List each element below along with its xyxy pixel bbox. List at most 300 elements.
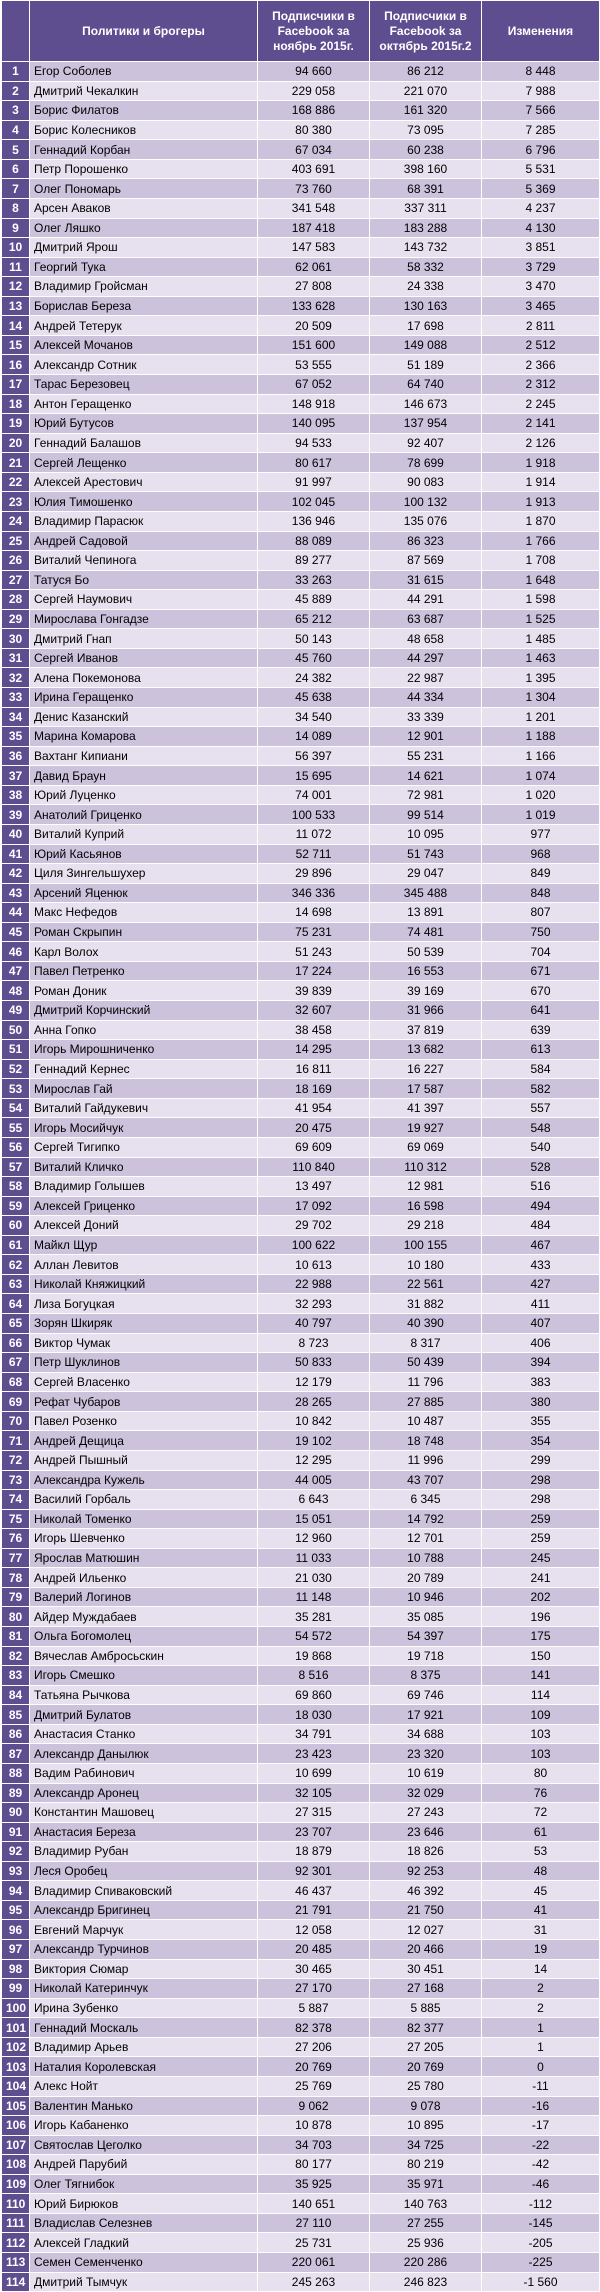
november-cell: 21 791 bbox=[258, 1900, 370, 1920]
november-cell: 17 092 bbox=[258, 1196, 370, 1216]
name-cell: Дмитрий Ярош bbox=[30, 238, 258, 258]
table-row bbox=[2, 2037, 600, 2057]
table-row bbox=[2, 648, 600, 668]
november-cell: 29 702 bbox=[258, 1216, 370, 1236]
name-cell: Александр Бригинец bbox=[30, 1900, 258, 1920]
october-cell: 110 312 bbox=[370, 1157, 482, 1177]
change-cell: 613 bbox=[482, 1040, 600, 1060]
name-cell: Николай Катеринчук bbox=[30, 1979, 258, 1999]
november-cell: 80 177 bbox=[258, 2155, 370, 2175]
october-cell: 11 796 bbox=[370, 1372, 482, 1392]
october-cell: 19 718 bbox=[370, 1646, 482, 1666]
rank-cell: 47 bbox=[2, 961, 30, 981]
rank-cell: 28 bbox=[2, 590, 30, 610]
october-cell: 50 439 bbox=[370, 1353, 482, 1373]
october-cell: 146 673 bbox=[370, 394, 482, 414]
name-cell: Алексей Гладкий bbox=[30, 2233, 258, 2253]
november-cell: 19 102 bbox=[258, 1431, 370, 1451]
october-cell: 35 971 bbox=[370, 2174, 482, 2194]
change-cell: 848 bbox=[482, 883, 600, 903]
october-cell: 8 375 bbox=[370, 1666, 482, 1686]
rank-cell: 77 bbox=[2, 1548, 30, 1568]
name-cell: Давид Браун bbox=[30, 766, 258, 786]
october-cell: 99 514 bbox=[370, 805, 482, 825]
october-cell: 32 029 bbox=[370, 1783, 482, 1803]
table-row bbox=[2, 1353, 600, 1373]
name-cell: Олег Пономарь bbox=[30, 179, 258, 199]
name-cell: Андрей Садовой bbox=[30, 531, 258, 551]
change-cell: 8 448 bbox=[482, 62, 600, 82]
november-cell: 23 707 bbox=[258, 1822, 370, 1842]
name-cell: Борис Колесников bbox=[30, 120, 258, 140]
rank-cell: 76 bbox=[2, 1529, 30, 1549]
october-cell: 48 658 bbox=[370, 629, 482, 649]
name-cell: Андрей Пышный bbox=[30, 1450, 258, 1470]
rank-cell: 71 bbox=[2, 1431, 30, 1451]
rank-cell: 9 bbox=[2, 218, 30, 238]
name-cell: Владимир Спиваковский bbox=[30, 1881, 258, 1901]
table-row bbox=[2, 1392, 600, 1412]
october-cell: 27 168 bbox=[370, 1979, 482, 1999]
table-row bbox=[2, 1470, 600, 1490]
change-cell: 80 bbox=[482, 1763, 600, 1783]
october-cell: 14 792 bbox=[370, 1509, 482, 1529]
november-cell: 10 699 bbox=[258, 1763, 370, 1783]
table-row bbox=[2, 1216, 600, 1236]
october-cell: 17 921 bbox=[370, 1705, 482, 1725]
table-row bbox=[2, 707, 600, 727]
name-cell: Мирослав Гай bbox=[30, 1079, 258, 1099]
change-cell: 2 512 bbox=[482, 335, 600, 355]
change-cell: 2 bbox=[482, 1998, 600, 2018]
rank-cell: 25 bbox=[2, 531, 30, 551]
change-cell: 1 485 bbox=[482, 629, 600, 649]
rank-cell: 49 bbox=[2, 1001, 30, 1021]
rank-cell: 64 bbox=[2, 1294, 30, 1314]
table-row bbox=[2, 1001, 600, 1021]
november-cell: 187 418 bbox=[258, 218, 370, 238]
name-cell: Владимир Парасюк bbox=[30, 511, 258, 531]
rank-cell: 93 bbox=[2, 1861, 30, 1881]
rank-cell: 11 bbox=[2, 257, 30, 277]
november-cell: 67 052 bbox=[258, 375, 370, 395]
table-row bbox=[2, 727, 600, 747]
change-cell: 175 bbox=[482, 1627, 600, 1647]
october-cell: 73 095 bbox=[370, 120, 482, 140]
october-cell: 69 746 bbox=[370, 1685, 482, 1705]
name-cell: Виктория Сюмар bbox=[30, 1959, 258, 1979]
rank-cell: 109 bbox=[2, 2174, 30, 2194]
november-cell: 29 896 bbox=[258, 864, 370, 884]
change-cell: 407 bbox=[482, 1314, 600, 1334]
name-cell: Семен Семенченко bbox=[30, 2253, 258, 2273]
october-cell: 51 189 bbox=[370, 355, 482, 375]
october-cell: 35 085 bbox=[370, 1607, 482, 1627]
name-cell: Владимир Гройсман bbox=[30, 277, 258, 297]
name-cell: Рефат Чубаров bbox=[30, 1392, 258, 1412]
rank-cell: 60 bbox=[2, 1216, 30, 1236]
rank-cell: 2 bbox=[2, 81, 30, 101]
rank-cell: 112 bbox=[2, 2233, 30, 2253]
october-cell: 10 095 bbox=[370, 824, 482, 844]
october-cell: 337 311 bbox=[370, 198, 482, 218]
rank-cell: 43 bbox=[2, 883, 30, 903]
rank-cell: 63 bbox=[2, 1274, 30, 1294]
change-cell: 1 463 bbox=[482, 648, 600, 668]
name-cell: Юрий Бирюков bbox=[30, 2194, 258, 2214]
change-cell: 516 bbox=[482, 1177, 600, 1197]
name-cell: Арсений Яценюк bbox=[30, 883, 258, 903]
change-cell: 1 020 bbox=[482, 785, 600, 805]
name-cell: Макс Нефедов bbox=[30, 903, 258, 923]
table-row bbox=[2, 257, 600, 277]
rank-cell: 61 bbox=[2, 1235, 30, 1255]
name-cell: Наталия Королевская bbox=[30, 2057, 258, 2077]
change-cell: 548 bbox=[482, 1118, 600, 1138]
change-cell: 48 bbox=[482, 1861, 600, 1881]
october-cell: 33 339 bbox=[370, 707, 482, 727]
change-cell: -225 bbox=[482, 2253, 600, 2273]
november-cell: 24 382 bbox=[258, 668, 370, 688]
change-cell: -205 bbox=[482, 2233, 600, 2253]
november-cell: 88 089 bbox=[258, 531, 370, 551]
name-cell: Марина Комарова bbox=[30, 727, 258, 747]
name-cell: Геннадий Корбан bbox=[30, 140, 258, 160]
name-cell: Егор Соболев bbox=[30, 62, 258, 82]
change-cell: 1 395 bbox=[482, 668, 600, 688]
change-cell: 2 312 bbox=[482, 375, 600, 395]
october-cell: 16 227 bbox=[370, 1059, 482, 1079]
name-cell: Владимир Арьев bbox=[30, 2037, 258, 2057]
october-cell: 86 212 bbox=[370, 62, 482, 82]
rank-cell: 81 bbox=[2, 1627, 30, 1647]
name-cell: Александр Аронец bbox=[30, 1783, 258, 1803]
table-row bbox=[2, 1646, 600, 1666]
rank-cell: 104 bbox=[2, 2076, 30, 2096]
change-cell: 4 130 bbox=[482, 218, 600, 238]
october-cell: 90 083 bbox=[370, 472, 482, 492]
rank-cell: 113 bbox=[2, 2253, 30, 2273]
table-row bbox=[2, 140, 600, 160]
october-cell: 29 218 bbox=[370, 1216, 482, 1236]
table-row bbox=[2, 1685, 600, 1705]
name-cell: Игорь Шевченко bbox=[30, 1529, 258, 1549]
november-cell: 27 170 bbox=[258, 1979, 370, 1999]
rank-cell: 4 bbox=[2, 120, 30, 140]
november-cell: 35 925 bbox=[258, 2174, 370, 2194]
november-cell: 30 465 bbox=[258, 1959, 370, 1979]
october-cell: 161 320 bbox=[370, 101, 482, 121]
october-cell: 27 885 bbox=[370, 1392, 482, 1412]
table-row bbox=[2, 1861, 600, 1881]
november-cell: 54 572 bbox=[258, 1627, 370, 1647]
name-cell: Виталий Чепинога bbox=[30, 551, 258, 571]
name-cell: Геннадий Кернес bbox=[30, 1059, 258, 1079]
rank-cell: 87 bbox=[2, 1744, 30, 1764]
november-cell: 12 960 bbox=[258, 1529, 370, 1549]
october-cell: 12 981 bbox=[370, 1177, 482, 1197]
october-cell: 18 826 bbox=[370, 1842, 482, 1862]
name-cell: Борислав Береза bbox=[30, 296, 258, 316]
change-cell: -16 bbox=[482, 2096, 600, 2116]
change-cell: 1 870 bbox=[482, 511, 600, 531]
october-cell: 12 901 bbox=[370, 727, 482, 747]
rank-cell: 23 bbox=[2, 492, 30, 512]
header-name: Политики и брогеры bbox=[30, 1, 258, 62]
change-cell: 7 988 bbox=[482, 81, 600, 101]
october-cell: 24 338 bbox=[370, 277, 482, 297]
october-cell: 31 966 bbox=[370, 1001, 482, 1021]
october-cell: 37 819 bbox=[370, 1020, 482, 1040]
november-cell: 151 600 bbox=[258, 335, 370, 355]
header-change: Изменения bbox=[482, 1, 600, 62]
november-cell: 94 660 bbox=[258, 62, 370, 82]
rank-cell: 70 bbox=[2, 1411, 30, 1431]
rank-cell: 103 bbox=[2, 2057, 30, 2077]
rank-cell: 73 bbox=[2, 1470, 30, 1490]
october-cell: 25 780 bbox=[370, 2076, 482, 2096]
change-cell: 259 bbox=[482, 1529, 600, 1549]
name-cell: Алексей Доний bbox=[30, 1216, 258, 1236]
change-cell: 3 465 bbox=[482, 296, 600, 316]
table-row bbox=[2, 492, 600, 512]
rank-cell: 19 bbox=[2, 414, 30, 434]
name-cell: Алена Покемонова bbox=[30, 668, 258, 688]
table-row bbox=[2, 2194, 600, 2214]
change-cell: 977 bbox=[482, 824, 600, 844]
november-cell: 6 643 bbox=[258, 1490, 370, 1510]
october-cell: 23 320 bbox=[370, 1744, 482, 1764]
november-cell: 67 034 bbox=[258, 140, 370, 160]
table-row bbox=[2, 1783, 600, 1803]
change-cell: 1 166 bbox=[482, 746, 600, 766]
november-cell: 34 703 bbox=[258, 2135, 370, 2155]
november-cell: 19 868 bbox=[258, 1646, 370, 1666]
november-cell: 41 954 bbox=[258, 1098, 370, 1118]
table-row bbox=[2, 2213, 600, 2233]
table-row bbox=[2, 531, 600, 551]
october-cell: 12 701 bbox=[370, 1529, 482, 1549]
table-row bbox=[2, 981, 600, 1001]
october-cell: 29 047 bbox=[370, 864, 482, 884]
rank-cell: 51 bbox=[2, 1040, 30, 1060]
change-cell: 45 bbox=[482, 1881, 600, 1901]
november-cell: 82 378 bbox=[258, 2018, 370, 2038]
name-cell: Александр Турчинов bbox=[30, 1940, 258, 1960]
rank-cell: 65 bbox=[2, 1314, 30, 1334]
name-cell: Алексей Мочанов bbox=[30, 335, 258, 355]
name-cell: Сергей Власенко bbox=[30, 1372, 258, 1392]
rank-cell: 7 bbox=[2, 179, 30, 199]
november-cell: 346 336 bbox=[258, 883, 370, 903]
october-cell: 100 132 bbox=[370, 492, 482, 512]
table-row bbox=[2, 1881, 600, 1901]
table-row bbox=[2, 198, 600, 218]
november-cell: 12 179 bbox=[258, 1372, 370, 1392]
rank-cell: 56 bbox=[2, 1137, 30, 1157]
name-cell: Андрей Ильенко bbox=[30, 1568, 258, 1588]
rank-cell: 78 bbox=[2, 1568, 30, 1588]
november-cell: 12 058 bbox=[258, 1920, 370, 1940]
october-cell: 25 936 bbox=[370, 2233, 482, 2253]
table-row bbox=[2, 1900, 600, 1920]
table-row bbox=[2, 1587, 600, 1607]
november-cell: 69 860 bbox=[258, 1685, 370, 1705]
change-cell: 1 766 bbox=[482, 531, 600, 551]
rank-cell: 22 bbox=[2, 472, 30, 492]
rank-cell: 38 bbox=[2, 785, 30, 805]
rank-cell: 82 bbox=[2, 1646, 30, 1666]
rank-cell: 18 bbox=[2, 394, 30, 414]
table-row bbox=[2, 1724, 600, 1744]
october-cell: 92 253 bbox=[370, 1861, 482, 1881]
rank-cell: 33 bbox=[2, 688, 30, 708]
october-cell: 68 391 bbox=[370, 179, 482, 199]
table-row bbox=[2, 1118, 600, 1138]
november-cell: 40 797 bbox=[258, 1314, 370, 1334]
change-cell: 427 bbox=[482, 1274, 600, 1294]
october-cell: 50 539 bbox=[370, 942, 482, 962]
october-cell: 183 288 bbox=[370, 218, 482, 238]
rank-cell: 95 bbox=[2, 1900, 30, 1920]
november-cell: 27 206 bbox=[258, 2037, 370, 2057]
change-cell: 53 bbox=[482, 1842, 600, 1862]
change-cell: 1 708 bbox=[482, 551, 600, 571]
november-cell: 46 437 bbox=[258, 1881, 370, 1901]
rank-cell: 39 bbox=[2, 805, 30, 825]
october-cell: 31 882 bbox=[370, 1294, 482, 1314]
october-cell: 43 707 bbox=[370, 1470, 482, 1490]
october-cell: 64 740 bbox=[370, 375, 482, 395]
november-cell: 16 811 bbox=[258, 1059, 370, 1079]
rank-cell: 32 bbox=[2, 668, 30, 688]
change-cell: 7 566 bbox=[482, 101, 600, 121]
november-cell: 140 651 bbox=[258, 2194, 370, 2214]
change-cell: 484 bbox=[482, 1216, 600, 1236]
name-cell: Айдер Муждабаев bbox=[30, 1607, 258, 1627]
name-cell: Вадим Рабинович bbox=[30, 1763, 258, 1783]
rank-cell: 48 bbox=[2, 981, 30, 1001]
name-cell: Юрий Луценко bbox=[30, 785, 258, 805]
table-row bbox=[2, 1666, 600, 1686]
november-cell: 9 062 bbox=[258, 2096, 370, 2116]
november-cell: 13 497 bbox=[258, 1177, 370, 1197]
november-cell: 33 263 bbox=[258, 570, 370, 590]
table-row bbox=[2, 2272, 600, 2292]
change-cell: 4 237 bbox=[482, 198, 600, 218]
october-cell: 58 332 bbox=[370, 257, 482, 277]
october-cell: 10 619 bbox=[370, 1763, 482, 1783]
november-cell: 168 886 bbox=[258, 101, 370, 121]
change-cell: 76 bbox=[482, 1783, 600, 1803]
change-cell: 72 bbox=[482, 1803, 600, 1823]
table-row bbox=[2, 277, 600, 297]
october-cell: 16 598 bbox=[370, 1196, 482, 1216]
name-cell: Евгений Марчук bbox=[30, 1920, 258, 1940]
november-cell: 80 380 bbox=[258, 120, 370, 140]
rank-cell: 66 bbox=[2, 1333, 30, 1353]
table-row bbox=[2, 864, 600, 884]
rank-cell: 35 bbox=[2, 727, 30, 747]
rank-cell: 8 bbox=[2, 198, 30, 218]
october-cell: 18 748 bbox=[370, 1431, 482, 1451]
change-cell: 670 bbox=[482, 981, 600, 1001]
name-cell: Игорь Мирошниченко bbox=[30, 1040, 258, 1060]
rank-cell: 41 bbox=[2, 844, 30, 864]
october-cell: 21 750 bbox=[370, 1900, 482, 1920]
change-cell: 1 bbox=[482, 2018, 600, 2038]
rank-cell: 89 bbox=[2, 1783, 30, 1803]
change-cell: 5 369 bbox=[482, 179, 600, 199]
october-cell: 34 688 bbox=[370, 1724, 482, 1744]
name-cell: Дмитрий Булатов bbox=[30, 1705, 258, 1725]
november-cell: 65 212 bbox=[258, 609, 370, 629]
rank-cell: 30 bbox=[2, 629, 30, 649]
november-cell: 25 769 bbox=[258, 2076, 370, 2096]
november-cell: 56 397 bbox=[258, 746, 370, 766]
october-cell: 23 646 bbox=[370, 1822, 482, 1842]
november-cell: 21 030 bbox=[258, 1568, 370, 1588]
november-cell: 27 315 bbox=[258, 1803, 370, 1823]
november-cell: 39 839 bbox=[258, 981, 370, 1001]
table-row bbox=[2, 1098, 600, 1118]
october-cell: 14 621 bbox=[370, 766, 482, 786]
october-cell: 86 323 bbox=[370, 531, 482, 551]
change-cell: 750 bbox=[482, 922, 600, 942]
table-row bbox=[2, 81, 600, 101]
rank-cell: 68 bbox=[2, 1372, 30, 1392]
change-cell: 1 074 bbox=[482, 766, 600, 786]
rank-cell: 98 bbox=[2, 1959, 30, 1979]
rank-cell: 44 bbox=[2, 903, 30, 923]
november-cell: 245 263 bbox=[258, 2272, 370, 2292]
november-cell: 18 879 bbox=[258, 1842, 370, 1862]
change-cell: 1 bbox=[482, 2037, 600, 2057]
name-cell: Игорь Мосийчук bbox=[30, 1118, 258, 1138]
name-cell: Циля Зингельшухер bbox=[30, 864, 258, 884]
table-row bbox=[2, 590, 600, 610]
rank-cell: 13 bbox=[2, 296, 30, 316]
october-cell: 44 297 bbox=[370, 648, 482, 668]
rank-cell: 80 bbox=[2, 1607, 30, 1627]
rank-cell: 110 bbox=[2, 2194, 30, 2214]
november-cell: 5 887 bbox=[258, 1998, 370, 2018]
name-cell: Андрей Тетерук bbox=[30, 316, 258, 336]
october-cell: 345 488 bbox=[370, 883, 482, 903]
table-row bbox=[2, 355, 600, 375]
change-cell: -1 560 bbox=[482, 2272, 600, 2292]
rank-cell: 97 bbox=[2, 1940, 30, 1960]
october-cell: 19 927 bbox=[370, 1118, 482, 1138]
name-cell: Валерий Логинов bbox=[30, 1587, 258, 1607]
rank-cell: 20 bbox=[2, 433, 30, 453]
november-cell: 14 089 bbox=[258, 727, 370, 747]
name-cell: Александр Сотник bbox=[30, 355, 258, 375]
rank-cell: 15 bbox=[2, 335, 30, 355]
rank-cell: 46 bbox=[2, 942, 30, 962]
rank-cell: 24 bbox=[2, 511, 30, 531]
rank-cell: 92 bbox=[2, 1842, 30, 1862]
october-cell: 13 891 bbox=[370, 903, 482, 923]
change-cell: -46 bbox=[482, 2174, 600, 2194]
change-cell: 6 796 bbox=[482, 140, 600, 160]
november-cell: 8 723 bbox=[258, 1333, 370, 1353]
name-cell: Сергей Наумович bbox=[30, 590, 258, 610]
table-row bbox=[2, 2253, 600, 2273]
table-row bbox=[2, 1157, 600, 1177]
rank-cell: 5 bbox=[2, 140, 30, 160]
table-row bbox=[2, 62, 600, 82]
